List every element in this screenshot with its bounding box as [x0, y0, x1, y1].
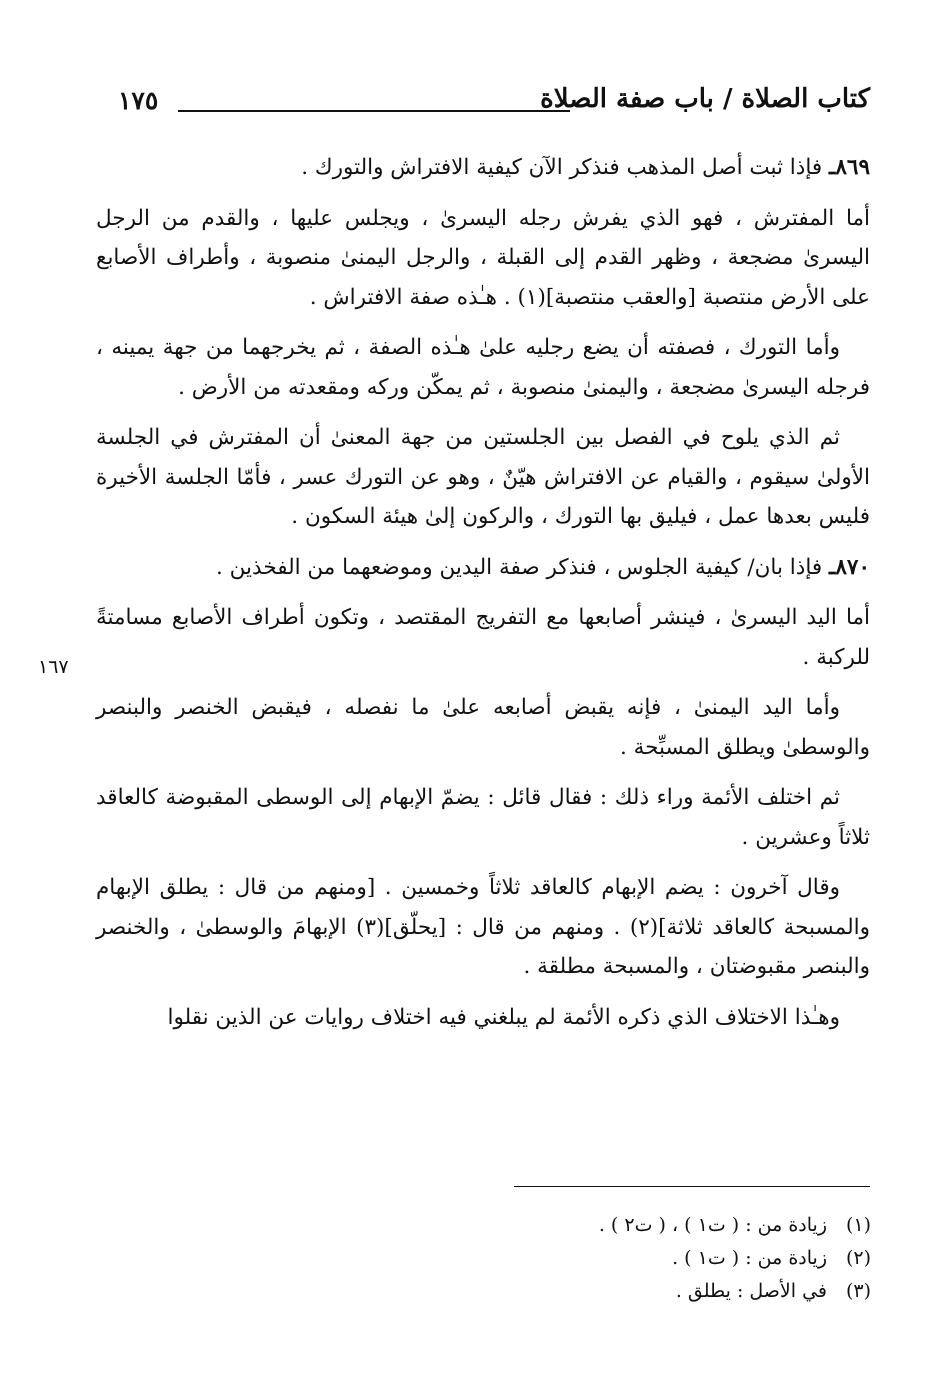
paragraph: وأما التورك ، فصفته أن يضع رجليه علىٰ هـٰذه الصفة ، ثم يخرجهما من جهة يمينه ، فرجله اليسرىٰ مضجعة ، واليمنىٰ منصوبة ، ثم يمكّن وركه ومقعدته من الأرض .: [96, 335, 870, 400]
footnote-number: (٣): [845, 1280, 871, 1302]
footnote-text: زيادة من : ( ت١ ) ، ( ت٢ ) .: [598, 1214, 827, 1236]
margin-page-reference: ١٦٧: [38, 656, 69, 678]
paragraph: وهـٰذا الاختلاف الذي ذكره الأئمة لم يبلغني فيه اختلاف روايات عن الذين نقلوا: [167, 1004, 840, 1030]
paragraph: ثم الذي يلوح في الفصل بين الجلستين من جهة المعنىٰ أن المفترش في الجلسة الأولىٰ سيقوم ، والقيام عن الافتراش هيّنٌ ، وهو عن التورك عسر ، فأمّا الجلسة الأخيرة فليس بعدها عمل ، فيليق بها التورك ، والركون إلىٰ هيئة السكون .: [96, 425, 870, 529]
paragraph: ثم اختلف الأئمة وراء ذلك : فقال قائل : يضمّ الإبهام إلى الوسطى المقبوضة كالعاقد ثلاثاً وعشرين .: [96, 785, 870, 850]
footnote-text: زيادة من : ( ت١ ) .: [672, 1247, 827, 1269]
footnote-number: (١): [845, 1214, 871, 1236]
footnote: [351, 1242, 871, 1275]
footnotes: [351, 1209, 871, 1308]
footnote: [351, 1209, 871, 1242]
paragraph: أما المفترش ، فهو الذي يفرش رجله اليسرىٰ ، ويجلس عليها ، والقدم من الرجل اليسرىٰ مضجعة ، وظهر القدم إلى القبلة ، والرجل اليمنىٰ منصوبة ، وأطراف الأصابع على الأرض منتصبة [والعقب منتصبة](١) . هـٰذه صفة الافتراش .: [96, 205, 870, 310]
paragraph-number: ٨٦٩ـ: [829, 155, 870, 180]
footnote-separator: [514, 1186, 870, 1187]
paragraph-870: [96, 548, 870, 588]
footnote-number: (٢): [845, 1247, 871, 1269]
footnote: [351, 1275, 871, 1308]
paragraph-869: [96, 148, 870, 188]
paragraph-text: فإذا بان/ كيفية الجلوس ، فنذكر صفة اليدين وموضعهما من الفخذين .: [216, 554, 823, 580]
paragraph-text: فإذا ثبت أصل المذهب فنذكر الآن كيفية الافتراش والتورك .: [301, 155, 823, 180]
paragraph: وقال آخرون : يضم الإبهام كالعاقد ثلاثاً وخمسين . [ومنهم من قال : يطلق الإبهام والمسبحة كالعاقد ثلاثة](٢) . ومنهم من قال : [يحلّق](٣) الإبهامَ والوسطىٰ ، والخنصر والبنصر مقبوضتان ، والمسبحة مطلقة .: [96, 875, 871, 979]
running-header: [118, 82, 870, 122]
page-number: ١٧٥: [118, 86, 159, 115]
footnote-text: في الأصل : يطلق .: [675, 1280, 827, 1302]
paragraph: أما اليد اليسرىٰ ، فينشر أصابعها مع التفريج المقتصد ، وتكون أطراف الأصابع مسامتةً للركبة .: [96, 605, 870, 670]
header-title: كتاب الصلاة / باب صفة الصلاة: [540, 84, 870, 114]
main-text: [96, 148, 870, 1048]
paragraph-number: ٨٧٠ـ: [829, 554, 870, 580]
header-rule: [178, 110, 570, 112]
paragraph: وأما اليد اليمنىٰ ، فإنه يقبض أصابعه علىٰ ما نفصله ، فيقبض الخنصر والبنصر والوسطىٰ ويطلق المسبِّحة .: [96, 695, 870, 760]
